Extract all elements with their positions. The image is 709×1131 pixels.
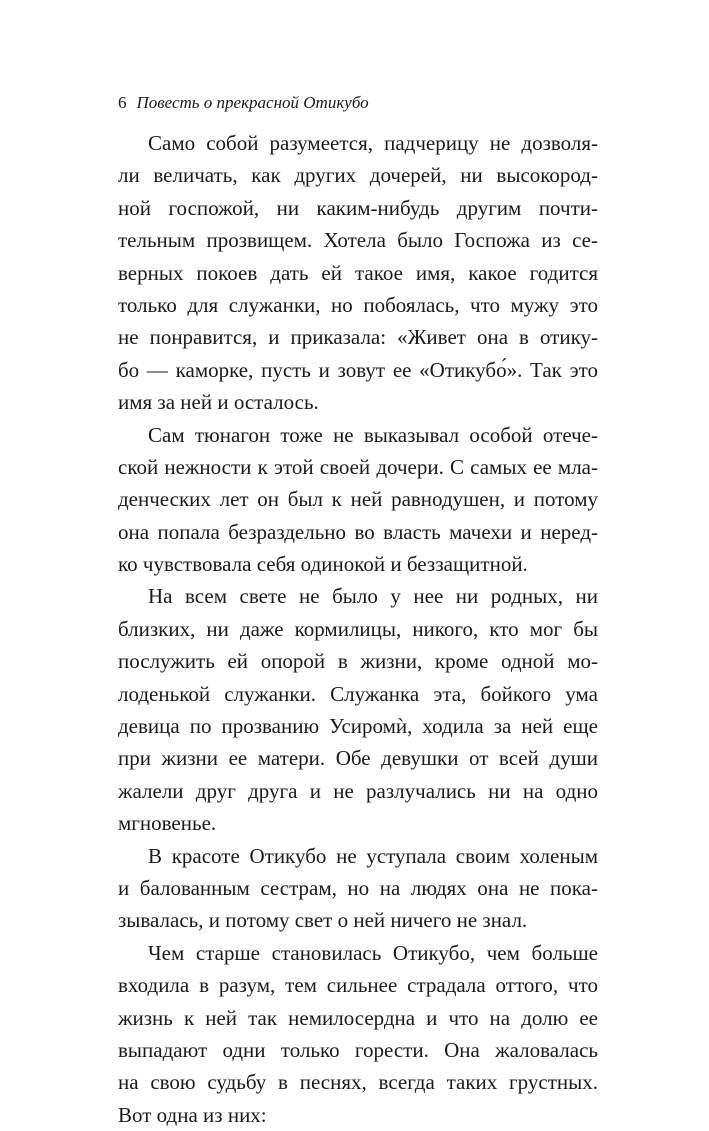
text-line: Сам тюнагон тоже не выказывал особой отече-	[148, 422, 598, 447]
text-line: девица по прозванию Усиромѝ, ходила за ней еще	[118, 714, 598, 739]
text-line: денческих лет он был к ней равнодушен, и потому	[118, 487, 598, 512]
text-line: близких, ни даже кормилицы, никого, кто мог бы	[118, 616, 598, 641]
text-line: только для служанки, но побоялась, что мужу это	[118, 292, 598, 317]
text-line: Вот одна из них:	[118, 1102, 267, 1127]
paragraph	[118, 840, 598, 937]
text-line: ко чувствовала себя одинокой и беззащитной.	[118, 552, 528, 577]
text-line: верных покоев дать ей такое имя, какое годится	[118, 260, 598, 285]
text-line: Само собой разумеется, падчерицу не дозволя-	[148, 131, 598, 155]
text-line: ской нежности к этой своей дочери. С самых ее мла-	[118, 454, 598, 479]
text-line: зывалась, и потому свет о ней ничего не знал.	[118, 908, 528, 933]
text-line: послужить ей опорой в жизни, кроме одной мо-	[118, 649, 598, 674]
text-line: она попала безраздельно во власть мачехи и неред-	[118, 519, 598, 544]
page-number: 6	[118, 93, 127, 112]
text-line: мгновенье.	[118, 811, 217, 836]
text-line: В красоте Отикубо не уступала своим холеным	[148, 843, 598, 868]
text-line: На всем свете не было у нее ни родных, ни	[148, 584, 598, 609]
running-title: Повесть о прекрасной Отикубо	[136, 93, 369, 112]
text-line: входила в разум, тем сильнее страдала оттого, что	[118, 973, 598, 998]
text-line: при жизни ее матери. Обе девушки от всей души	[118, 746, 598, 771]
text-line: лоденькой служанки. Служанка эта, бойкого ума	[118, 681, 598, 706]
paragraph	[118, 580, 598, 839]
text-line: бо — каморке, пусть и зовут ее «Отикубо́». Так это	[118, 357, 598, 382]
paragraph	[118, 127, 598, 419]
text-line: и балованным сестрам, но на людях она не пока-	[118, 875, 598, 900]
text-line: жизнь к ней так немилосердна и что на долю ее	[118, 1005, 598, 1030]
text-line: на свою судьбу в песнях, всегда таких грустных.	[118, 1070, 598, 1095]
text-line: не понравится, и приказала: «Живет она в отику-	[118, 325, 598, 350]
running-header	[118, 91, 369, 115]
text-line: ной госпожой, ни каким-нибудь другим почти-	[118, 195, 598, 220]
paragraph	[118, 419, 598, 581]
text-line: ли величать, как других дочерей, ни высокород-	[118, 163, 598, 188]
paragraph	[118, 937, 598, 1131]
body-text	[118, 127, 598, 1131]
text-line: Чем старше становилась Отикубо, чем больше	[148, 940, 598, 965]
text-line: имя за ней и осталось.	[118, 390, 319, 415]
text-line: выпадают одни только горести. Она жаловалась	[118, 1037, 598, 1062]
text-line: тельным прозвищем. Хотела было Госпожа из се-	[118, 228, 598, 253]
text-line: жалели друг друга и не разлучались ни на одно	[118, 778, 598, 803]
